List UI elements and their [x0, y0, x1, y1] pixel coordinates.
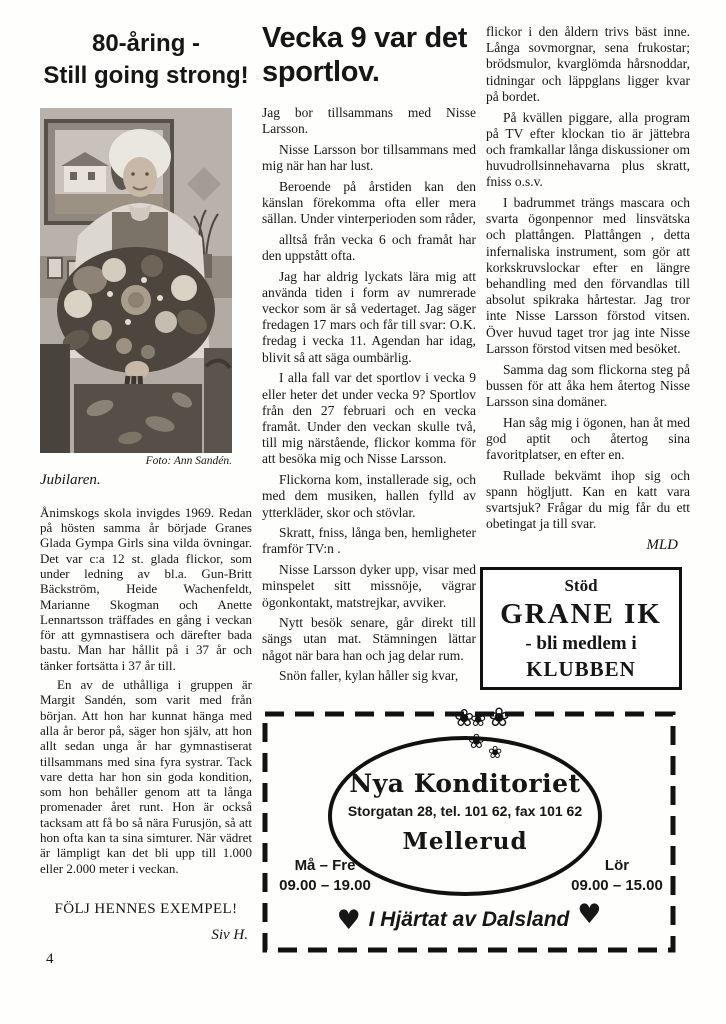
flower-icon: ❀ [488, 703, 510, 733]
paragraph: På kvällen piggare, alla program på TV efter klockan tio är jättebra och framkallar långa diskussioner om huvudrollsinnehavarna plus skratt, fniss o.s.v. [486, 109, 690, 190]
paragraph: Nisse Larsson bor tillsammans med mig när han har lust. [262, 141, 476, 173]
main-article-column3 [486, 24, 690, 533]
paragraph: Beroende på årstiden kan den känslan förekomma ofta eller mera sällan. Under vinterperioden som råder, [262, 178, 476, 227]
main-article-signature: MLD [646, 537, 678, 554]
paragraph: Jag bor tillsammans med Nisse Larsson. [262, 104, 476, 137]
left-title-line2: Still going strong! [43, 61, 249, 89]
bakery-address: Storgatan 28, tel. 101 62, fax 101 62 [347, 803, 583, 819]
grane-ad-line1: Stöd [564, 575, 598, 595]
left-column [40, 28, 252, 944]
paragraph: Rullade bekvämt ihop sig och spann högljutt. Kan en katt vara svartsjuk? Frågar du mig får du ett obetingat ja till svar. [486, 467, 690, 532]
jubilaren-photo [40, 108, 232, 453]
grane-ad-line4: KLUBBEN [526, 656, 636, 681]
right-column [486, 24, 690, 554]
left-title-line1: 80-åring - [91, 30, 201, 57]
photo-credit: Foto: Ann Sandén. [145, 454, 232, 467]
flower-icon: ❀ [454, 704, 475, 732]
main-title-line1: Vecka 9 var det [262, 22, 468, 54]
left-article-signature: Siv H. [211, 926, 248, 943]
grane-ad-line3: - bli medlem i [525, 632, 637, 654]
heart-icon: ♥ [577, 899, 602, 930]
paragraph: Ånimskogs skola invigdes 1969. Redan på hösten samma år började Granes Glada Gympa Girls sina vilda övningar. Det var c:a 12 st. glada flickor, som under ledning av bl.a. Gun-Britt Bäckström, Heide Wachenfeldt, Marianne Skogman och Anette Lennartsson träffades en gång i veckan för att gymnastisera och därefter bada bastu. Man har hållit på i 37 år och tänker fortsätta i 37 år till. [40, 504, 252, 673]
paragraph: Skratt, fniss, långa ben, hemligheter framför TV:n . [262, 525, 476, 557]
bakery-ad [262, 703, 676, 953]
flower-icon: ❀ [488, 743, 503, 763]
left-article-title [40, 28, 252, 92]
grane-ad-club-name: GRANE IK [500, 597, 662, 630]
saturday-hours [564, 856, 670, 895]
weekday-times: 09.00 – 19.00 [279, 876, 371, 894]
middle-column [262, 22, 476, 689]
page-number: 4 [46, 951, 54, 967]
weekday-label: Må – Fre [294, 857, 356, 874]
bakery-slogan [262, 899, 676, 936]
flower-icon: ❀ [470, 709, 487, 731]
paragraph: Samma dag som flickorna steg på bussen för att åka hem återtog Nisse Larsson sina domäner. [486, 361, 690, 409]
closing-line: FÖLJ HENNES EXEMPEL! [54, 900, 238, 917]
main-title-line2: sportlov. [262, 55, 380, 88]
paragraph: Flickorna kom, installerade sig, och med dem musiken, hallen fylld av ytterkläder, skor och stövlar. [262, 472, 476, 520]
bakery-name: Nya Konditoriet [349, 769, 581, 798]
paragraph: alltså från vecka 6 och framåt har den uppstått ofta. [262, 231, 476, 263]
bakery-city: Mellerud [402, 828, 528, 855]
grane-ik-ad [480, 567, 682, 690]
left-article-body [40, 505, 252, 876]
photo-caption: Jubilaren. [40, 471, 101, 488]
paragraph: En av de uthålliga i gruppen är Margit Sandén, som varit med från början. Att hon har kunnat hänga med alla år beror på, säger hon själv, att hon allt sedan unga år har gymnastiserat tillsammans med sina fyra systrar. Tack vare detta har hon sin goda kondition, som hon behåller genom att ta långa promenader året runt. Hon är också tacksam att få bo så nära Furusjön, så att hon ofta kan ta sina simturer. När vädret är lämpligt kan det bli upp till 1.000 eller 2.000 meter i veckan. [40, 677, 252, 876]
weekday-hours [270, 856, 380, 895]
paragraph: Jag har aldrig lyckats lära mig att använda tiden i form av numrerade veckor som är så vedertaget. Jag säger fredagen 17 mars och får till svar: O.K. fredag i vecka 11. Agendan har idag, blivit så att säga oumbärlig. [262, 268, 476, 365]
saturday-label: Lör [604, 857, 630, 874]
heart-icon: ♥ [336, 905, 361, 936]
paragraph: Nisse Larsson dyker upp, visar med minspelet sitt missnöje, vägrar ögonkontakt, matstrejkar, avviker. [262, 562, 476, 610]
paragraph: flickor i den åldern trivs bäst inne. Långa sovmorgnar, sena frukostar; brödsmulor, kvarglömda hårsnoddar, tidningar och läppglans ligger kvar på bordet. [486, 24, 690, 104]
paragraph: I alla fall var det sportlov i vecka 9 eller heter det under vecka 9? Sportlov från den 27 februari och en vecka framåt. Under den veckan skulle två, till mig närstående, flickor komma för att besöka mig och Nisse Larsson. [262, 370, 476, 467]
main-article-column2 [262, 105, 476, 685]
flowers-icon [412, 703, 552, 763]
paragraph: Snön faller, kylan håller sig kvar, [279, 668, 459, 684]
saturday-times: 09.00 – 15.00 [571, 876, 663, 894]
paragraph: Han såg mig i ögonen, han åt med god aptit och återtog sina favoritplatser, en efter en. [486, 414, 690, 463]
main-article-title [262, 22, 476, 90]
paragraph: I badrummet trängs mascara och svarta ögonpennor med linsvätska och plattången. Plattången , detta infernaliska instrument, som gör att korkskruvslockar efter en längre behandling med den förvandlas till absolut spikraka hårtestar. Jag tror inte Nisse Larsson förstod vitsen. Över huvud taget tror jag inte Nisse Larsson förstod vitsen med besöket. [486, 195, 690, 356]
flower-icon: ❀ [468, 729, 485, 753]
slogan-text: I Hjärtat av Dalsland [368, 908, 570, 931]
paragraph: Nytt besök senare, går direkt till sängs utan mat. Stämningen lättar något när bara han och jag delar rum. [262, 615, 476, 663]
